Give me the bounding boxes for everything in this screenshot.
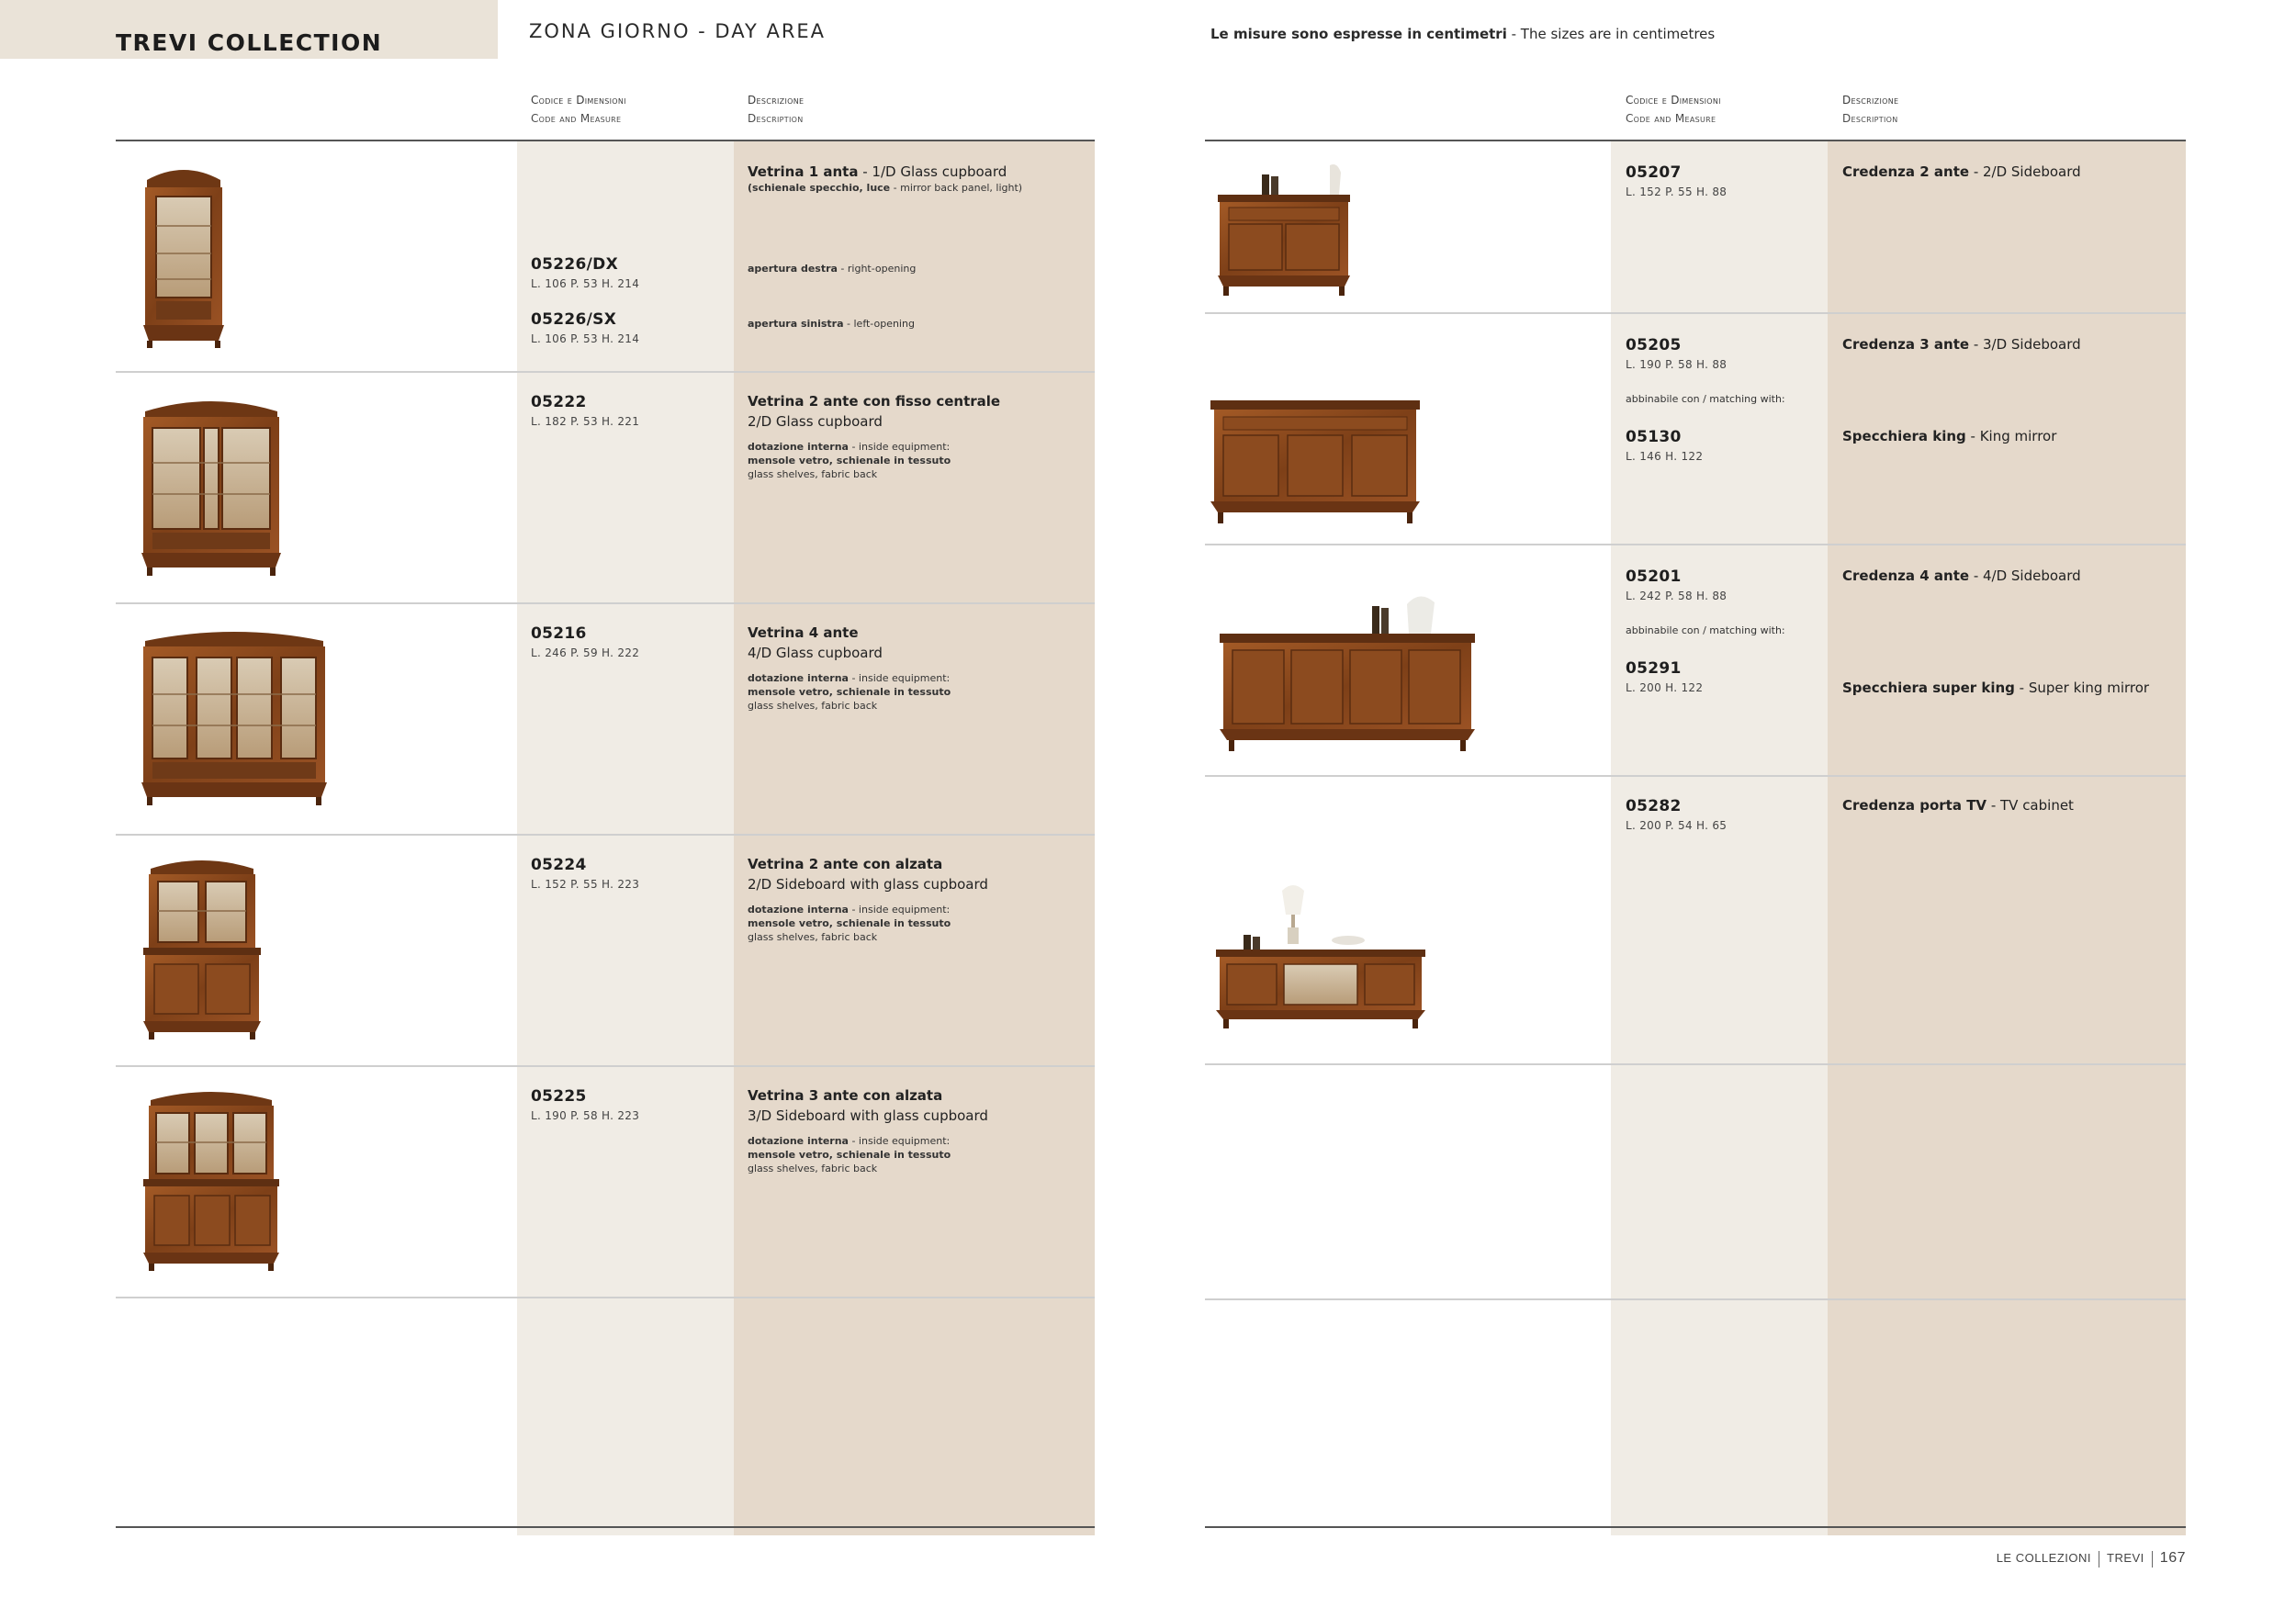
footer-section: LE COLLEZIONI bbox=[1996, 1551, 2091, 1565]
row-divider bbox=[116, 371, 1095, 373]
row-divider bbox=[1205, 544, 2186, 545]
product-description: Vetrina 4 ante 4/D Glass cupboard dotazione interna - inside equipment: mensole vetro, schienale in tessuto glass shelves, fabric back bbox=[748, 624, 951, 712]
table-bottom-rule bbox=[116, 1526, 1095, 1528]
left-panel bbox=[116, 140, 1095, 1535]
glass-cupboard-2-door-image bbox=[138, 391, 285, 579]
product-code-block: 05226/DX L. 106 P. 53 H. 214 bbox=[531, 255, 640, 290]
row-divider bbox=[1205, 1298, 2186, 1300]
matching-product-description: Specchiera king - King mirror bbox=[1842, 428, 2057, 444]
table-top-rule bbox=[116, 140, 1095, 141]
product-code-block: 05282 L. 200 P. 54 H. 65 bbox=[1626, 797, 1728, 832]
code-column-header: Codice e Dimensioni Code and Measure bbox=[531, 94, 626, 125]
sideboard-with-glass-cupboard-2-door-image bbox=[138, 852, 266, 1040]
product-code-block: 05216 L. 246 P. 59 H. 222 bbox=[531, 624, 640, 659]
measure-note: Le misure sono espresse in centimetri - The sizes are in centimetres bbox=[1210, 26, 1716, 42]
product-code-block: 05130 L. 146 H. 122 bbox=[1626, 428, 1704, 463]
product-description: Credenza porta TV - TV cabinet bbox=[1842, 797, 2074, 814]
table-bottom-rule bbox=[1205, 1526, 2186, 1528]
glass-cupboard-4-door-image bbox=[138, 621, 331, 809]
variant-note: apertura sinistra - left-opening bbox=[748, 318, 915, 330]
product-code-block: 05224 L. 152 P. 55 H. 223 bbox=[531, 856, 640, 891]
product-code-block: 05291 L. 200 H. 122 bbox=[1626, 659, 1704, 694]
product-description: Credenza 4 ante - 4/D Sideboard bbox=[1842, 568, 2081, 584]
sideboard-3-door-image bbox=[1205, 391, 1425, 529]
description-column-header: Descrizione Description bbox=[748, 94, 805, 125]
product-description: Credenza 3 ante - 3/D Sideboard bbox=[1842, 336, 2081, 353]
page-number: 167 bbox=[2159, 1550, 2186, 1566]
matching-note: abbinabile con / matching with: bbox=[1626, 393, 1785, 405]
product-description: Vetrina 1 anta - 1/D Glass cupboard (schienale specchio, luce - mirror back panel, light) bbox=[748, 163, 1023, 194]
product-description: Credenza 2 ante - 2/D Sideboard bbox=[1842, 163, 2081, 180]
product-code-block: 05226/SX L. 106 P. 53 H. 214 bbox=[531, 310, 640, 345]
code-column-bg bbox=[517, 140, 734, 1535]
row-divider bbox=[116, 1297, 1095, 1298]
sideboard-with-glass-cupboard-3-door-image bbox=[138, 1084, 285, 1272]
row-divider bbox=[116, 602, 1095, 604]
code-column-header: Codice e Dimensioni Code and Measure bbox=[1626, 94, 1721, 125]
matching-note: abbinabile con / matching with: bbox=[1626, 624, 1785, 636]
description-column-bg bbox=[734, 140, 1095, 1535]
product-code-block: 05201 L. 242 P. 58 H. 88 bbox=[1626, 568, 1728, 602]
row-divider bbox=[1205, 775, 2186, 777]
matching-product-description: Specchiera super king - Super king mirror bbox=[1842, 680, 2150, 696]
product-description: Vetrina 2 ante con alzata 2/D Sideboard with glass cupboard dotazione interna - inside equipment: mensole vetro, schienale in tessuto glass shelves, fabric back bbox=[748, 856, 988, 943]
sideboard-2-door-image bbox=[1210, 162, 1357, 299]
row-divider bbox=[1205, 312, 2186, 314]
product-description: Vetrina 3 ante con alzata 3/D Sideboard with glass cupboard dotazione interna - inside equipment: mensole vetro, schienale in tessuto glass shelves, fabric back bbox=[748, 1087, 988, 1174]
product-description: Vetrina 2 ante con fisso centrale 2/D Glass cupboard dotazione interna - inside equipment: mensole vetro, schienale in tessuto glass shelves, fabric back bbox=[748, 393, 1001, 480]
collection-title: TREVI COLLECTION bbox=[116, 29, 383, 56]
product-code-block: 05207 L. 152 P. 55 H. 88 bbox=[1626, 163, 1728, 198]
row-divider bbox=[116, 834, 1095, 836]
area-title: ZONA GIORNO - DAY AREA bbox=[529, 20, 827, 42]
variant-note: apertura destra - right-opening bbox=[748, 263, 917, 275]
page-footer bbox=[1997, 1550, 2186, 1568]
product-code-block: 05225 L. 190 P. 58 H. 223 bbox=[531, 1087, 640, 1122]
table-top-rule bbox=[1205, 140, 2186, 141]
glass-cupboard-1-door-image bbox=[138, 162, 230, 350]
description-column-header: Descrizione Description bbox=[1842, 94, 1899, 125]
tv-cabinet-image bbox=[1210, 882, 1431, 1047]
footer-collection: TREVI bbox=[2107, 1551, 2144, 1565]
row-divider bbox=[116, 1065, 1095, 1067]
sideboard-4-door-image bbox=[1214, 590, 1480, 755]
product-code-block: 05205 L. 190 P. 58 H. 88 bbox=[1626, 336, 1728, 371]
product-code-block: 05222 L. 182 P. 53 H. 221 bbox=[531, 393, 640, 428]
row-divider bbox=[1205, 1063, 2186, 1065]
